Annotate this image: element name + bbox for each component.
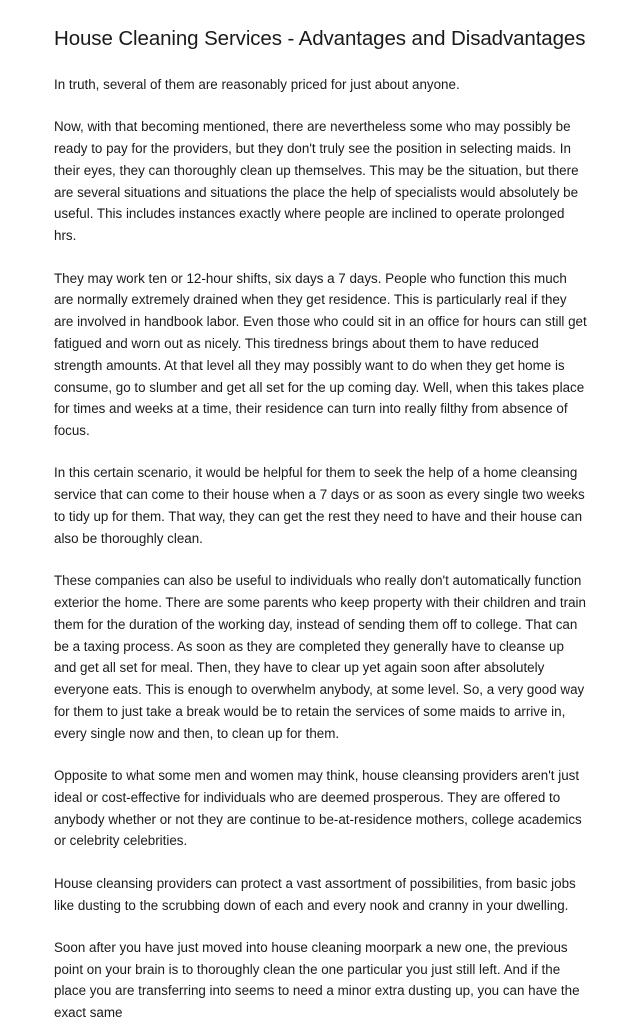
paragraph-3: They may work ten or 12-hour shifts, six days a 7 days. People who function this much are normally extremely drained when they get residence. This is particularly real if they are involved in handbook labor. Even those who could sit in an office for hours can still get fatigued and worn out as nicely. This tiredness brings about them to have reduced strength amounts. At that level all they may possibly want to do when they get home is consume, go to slumber and get all set for the up coming day. Well, when this takes place for times and weeks at a time, their residence can turn into really filthy from absence of focus. bbox=[54, 270, 587, 439]
paragraph-8: Soon after you have just moved into house cleaning moorpark a new one, the previous point on your brain is to thoroughly clean the one particular you just still left. And if the place you are transferring into seems to need a minor extra dusting up, you can have the exact same bbox=[54, 939, 580, 1021]
paragraph-2: Now, with that becoming mentioned, there are nevertheless some who may possibly be ready to pay for the providers, but they don't truly see the position in selecting maids. In their eyes, they can thoroughly clean up themselves. This may be the situation, but there are several situations and situations the place the help of specialists would absolutely be useful. This includes instances exactly where people are inclined to operate prolonged hrs. bbox=[54, 119, 579, 244]
paragraph-1: In truth, several of them are reasonably priced for just about anyone. bbox=[54, 77, 460, 92]
paragraph-5: These companies can also be useful to individuals who really don't automatically function exterior the home. There are some parents who keep property with their children and train them for the duration of the working day, instead of sending them off to college. That can be a taxing process. As soon as they are completed they generally have to cleanse up and get all set for meal. Then, they have to clear up yet again soon after absolutely everyone eats. This is enough to overwhelm anybody, at some level. So, a very good way for them to just take a break would be to retain the services of some maids to arrive in, every single now and then, to clean up for them. bbox=[54, 573, 586, 741]
paragraph-7: House cleansing providers can protect a vast assortment of possibilities, from basic jobs like dusting to the scrubbing down of each and every nook and cranny in your dwelling. bbox=[54, 875, 576, 913]
paragraph-4: In this certain scenario, it would be helpful for them to seek the help of a home cleansing service that can come to their house when a 7 days or as soon as every single two weeks to tidy up for them. That way, they can get the rest they need to have and their house can also be thoroughly clean. bbox=[54, 465, 585, 546]
document-title: House Cleaning Services - Advantages and Disadvantages bbox=[54, 27, 586, 50]
paragraph-6: Opposite to what some men and women may think, house cleansing providers aren't just ideal or cost-effective for individuals who are deemed prosperous. They are offered to anybody whether or not they are continue to be-at-residence mothers, college academics or celebrity celebrities. bbox=[54, 768, 582, 849]
